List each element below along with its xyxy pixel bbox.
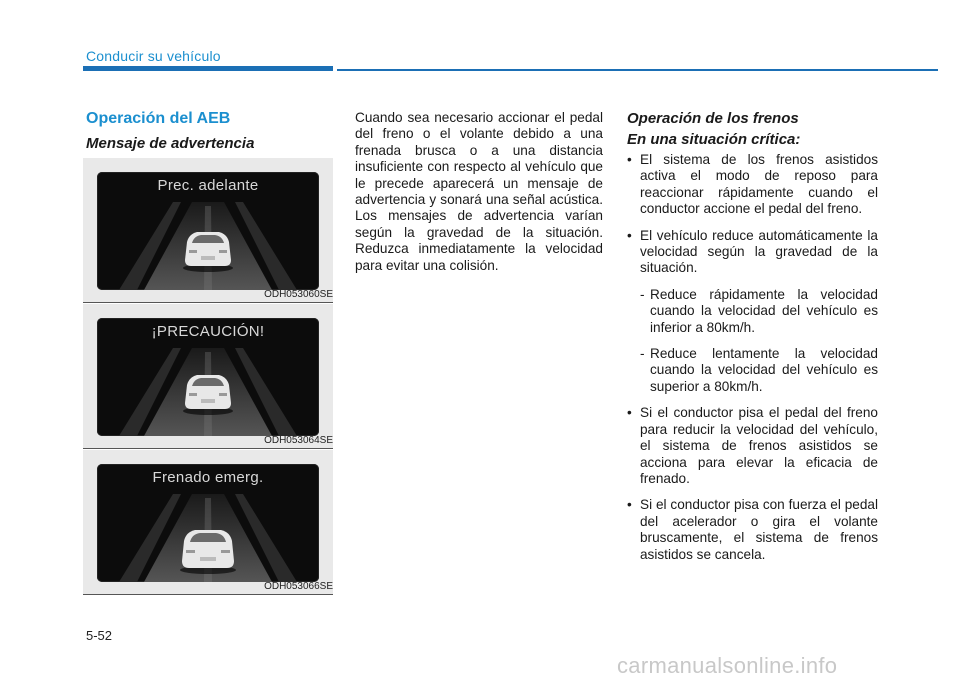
car-icon xyxy=(180,530,236,574)
critical-situation-subtitle: En una situación crítica: xyxy=(627,131,801,148)
figure-code: ODH053066SE xyxy=(264,581,333,592)
header-rule-thick xyxy=(83,66,333,71)
cluster-display xyxy=(97,318,319,436)
warning-message-subtitle: Mensaje de advertencia xyxy=(86,135,255,152)
cluster-warning-message: ¡PRECAUCIÓN! xyxy=(151,323,265,340)
cluster-warning-message: Frenado emerg. xyxy=(152,469,264,486)
cluster-display xyxy=(97,464,319,582)
header-rule-thin xyxy=(337,69,938,71)
list-item xyxy=(627,228,878,277)
list-item-text: Si el conductor pisa con fuerza el pedal del acelerador o gira el volante bruscamente, el sistema de frenos asistidos se cancela. xyxy=(640,497,878,562)
aeb-operation-title: Operación del AEB xyxy=(86,110,231,127)
section-header-label: Conducir su vehículo xyxy=(86,48,221,64)
dash-glyph: - xyxy=(640,346,645,362)
list-item xyxy=(627,152,878,218)
bullet-glyph: • xyxy=(627,497,632,513)
bullet-glyph: • xyxy=(627,405,632,421)
page-number: 5-52 xyxy=(86,628,113,643)
sub-list-item xyxy=(627,287,878,336)
figure-emergency-braking xyxy=(83,450,333,595)
warning-description-paragraph: Cuando sea necesario accionar el pedal del freno o el volante debido a una frenada brusca o a una distancia insuficiente con respecto al vehículo que le precede aparecerá un mensaje de advertencia y sonará una señal acústica. Los mensajes de advertencia varían según la gravedad de la situación. Reduzca inmediatamente la velocidad para evitar una colisión. xyxy=(355,110,603,273)
brake-operation-list xyxy=(627,152,878,573)
list-item-text: El sistema de los frenos asistidos activa el modo de reposo para reaccionar rápidamente cuando el conductor accione el pedal del freno. xyxy=(640,152,878,217)
cluster-warning-message: Prec. adelante xyxy=(157,177,259,194)
sub-list-item-text: Reduce rápidamente la velocidad cuando la velocidad del vehículo es inferior a 80km/h. xyxy=(650,286,878,335)
figure-caution-warning xyxy=(83,304,333,449)
sub-list-item-text: Reduce lentamente la velocidad cuando la velocidad del vehículo es superior a 80km/h. xyxy=(650,346,878,394)
dash-glyph: - xyxy=(640,286,645,302)
list-item xyxy=(627,497,878,563)
watermark: carmanualsonline.info xyxy=(617,653,838,678)
figure-forward-warning xyxy=(83,158,333,303)
bullet-glyph: • xyxy=(627,227,632,243)
brake-operation-title: Operación de los frenos xyxy=(627,110,799,127)
list-item-text: Si el conductor pisa el pedal del freno para reducir la velocidad del vehículo, el sistema de frenos asistidos se acciona para elevar la eficacia de frenado. xyxy=(640,405,878,486)
figure-code: ODH053064SE xyxy=(264,435,333,446)
figure-code: ODH053060SE xyxy=(264,289,333,300)
car-icon xyxy=(183,375,233,415)
list-item-text: El vehículo reduce automáticamente la velocidad según la gravedad de la situación. xyxy=(640,227,878,276)
bullet-glyph: • xyxy=(627,152,632,167)
car-icon xyxy=(183,232,233,272)
list-item xyxy=(627,405,878,487)
sub-list-item xyxy=(627,346,878,395)
cluster-display xyxy=(97,172,319,290)
